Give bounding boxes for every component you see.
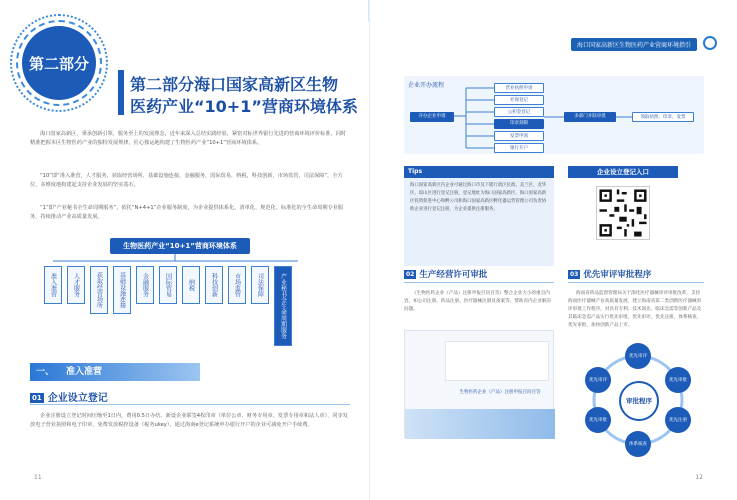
system-box: 金融服务: [136, 266, 154, 304]
flow-item: 社保登记: [494, 95, 544, 105]
intro-paragraph: 海口国家高新区，秉承创新引领、服务至上的发展理念，近年来深入总结实践经验，紧密对标世界银行先进的营商环境评价标准，同时精准把握本区生物医药产业的独特发展规律，匠心独运地构建了生物医药产业“10+1”营商环境体系。: [30, 131, 347, 146]
cycle-center: 审批程序: [619, 381, 659, 421]
guide-title-tag: 海口国家高新区生物医药产业营商环境指引: [571, 38, 697, 51]
flow-item: 发票申领: [494, 131, 544, 141]
cover-wave: [405, 409, 555, 439]
part-badge: 第二部分: [22, 26, 96, 100]
ten-paragraph: “10”即“准入准营，人才服务，获取经营场所，基础设施连接，金融服务，国际贸易，纳税，科技创新，市场监管，司法保障”，全方位、多维度地构建起支持企业发展的坚实基石。: [30, 173, 343, 188]
flow-connectors: [454, 80, 494, 152]
flow-header: 企业开办流程: [408, 82, 445, 89]
registration-paragraph: 企业注册设立登记时间压缩至1日内，费用0.5日办结。新设企业联签4枚印章（单位公章、财务专用章、发票专用章和法人章），同步发放电子营业执照和电子印章，免费发放税控设备（税务ukey），通过海南e登记系统申办银行开户的企业可减免开户手续费。: [30, 413, 348, 428]
flow-start-box: 开办企业申请: [410, 112, 454, 122]
section-title: 准入准营: [66, 367, 103, 377]
system-box: 国际贸易: [159, 266, 177, 304]
permit-paragraph: 《生物医药企业（产品）注册申报百问百答》整合企业大小的重点内容，如公司注册、药品注册、医疗器械注册及备案等，帮助省内企业解决问题。: [404, 291, 552, 312]
diagram-boxes: [44, 266, 292, 346]
logo-icon: [703, 36, 717, 50]
diagram-title: 生物医药产业“10+1”营商环境体系: [110, 238, 250, 254]
title-line-1: 第二部分海口国家高新区生物: [130, 75, 339, 94]
subsection-number: 03: [570, 271, 579, 278]
subsection-title: 生产经营许可审批: [419, 270, 488, 280]
flow-item: 营业执照申请: [494, 83, 544, 93]
tips-header: Tips: [404, 166, 554, 178]
cycle-node: 优先审批: [585, 407, 611, 433]
system-box: 获取经营场所: [90, 266, 108, 314]
cover-page: [445, 341, 549, 381]
cycle-node: 优先注册: [665, 407, 691, 433]
flow-mid-box: 多部门并联审批: [564, 112, 616, 122]
cycle-node: 优先审批: [665, 367, 691, 393]
subsection-header: [568, 268, 651, 280]
subsection-title: 企业设立登记: [47, 393, 108, 404]
subsection-number: 01: [32, 394, 42, 402]
system-box: 司法保障: [251, 266, 269, 304]
part-badge-graphic: [10, 12, 120, 102]
one-paragraph: “1”即“产业秘书全生命周期服务”，依托“N+4+1”企业服务制度，为企业提供体系化、清单化、规范化、标准化的全生命周期专业服务，持续推动产业高质量发展。: [30, 205, 344, 220]
subsection-title: 优先审评审批程序: [583, 270, 652, 280]
page-number: 12: [695, 474, 703, 481]
right-page: [369, 0, 737, 500]
section-number: 一、: [36, 367, 55, 377]
flow-item: 公积金登记: [494, 107, 544, 117]
flow-end-box: 领取执照、印章、发票: [632, 112, 694, 122]
system-box: 科技创新: [205, 266, 223, 304]
system-box-highlight: 产业秘书全生命周期服务: [274, 266, 292, 346]
subsection-number: 02: [406, 271, 415, 278]
system-box: 人才服务: [67, 266, 85, 304]
tips-box: [404, 166, 554, 266]
system-box: 市场监管: [228, 266, 246, 304]
divider: [404, 282, 554, 283]
section-header: [30, 363, 200, 381]
cover-caption: 生物医药企业（产品）注册申报百问百答: [459, 390, 541, 395]
title-line-2: 医药产业“10+1”营商环境体系: [130, 97, 358, 116]
page-title: [130, 74, 370, 118]
system-box: 纳税: [182, 266, 200, 304]
cycle-node: 体系核查: [625, 431, 651, 457]
system-box: 准入准营: [44, 266, 62, 304]
cycle-node: 优先审评: [585, 367, 611, 393]
cycle-node: 优先审评: [625, 343, 651, 369]
subsection-header: [404, 268, 487, 280]
flow-item: 印章刻制: [494, 119, 544, 129]
qr-header: 企业设立登记入口: [568, 166, 678, 178]
document-cover-image: [404, 330, 554, 438]
flow-chart: [404, 76, 704, 154]
priority-paragraph: 海南省药品监督管理局关于深化医疗器械审评审批改革，支持海南医疗器械产业高质量发展，建立海南省第二类创新医疗器械审评审批工作程序，对具有专利、技术领先、临床急需等创新产品及其临床急需产品实行优先审批，优先审评，优先注册，体系核查，优先审批，加快创新产品上市。: [568, 291, 702, 328]
page-number: 11: [34, 474, 42, 481]
divider: [30, 404, 350, 405]
subsection-header: [30, 389, 108, 404]
qr-code-icon[interactable]: [596, 186, 650, 240]
system-box: 基础设施连接: [113, 266, 131, 314]
flow-item: 银行开户: [494, 143, 544, 153]
approval-cycle-diagram: [578, 340, 698, 460]
left-page: [0, 0, 368, 500]
flow-arrows: [544, 112, 634, 122]
title-accent-bar: [118, 70, 124, 115]
tips-body: 海口国家高新区内企业可通过海口市及下辖行政区民政、美兰区、龙华区、琼山区进行登记注册，登记地址为海口国家高新区。海口国家高新区投资促进中心和孵公司和海口国家高新区孵化器运营管理公司负责协助企业进行登记注册，为企业提供注册服务。: [410, 183, 547, 212]
divider: [568, 282, 704, 283]
